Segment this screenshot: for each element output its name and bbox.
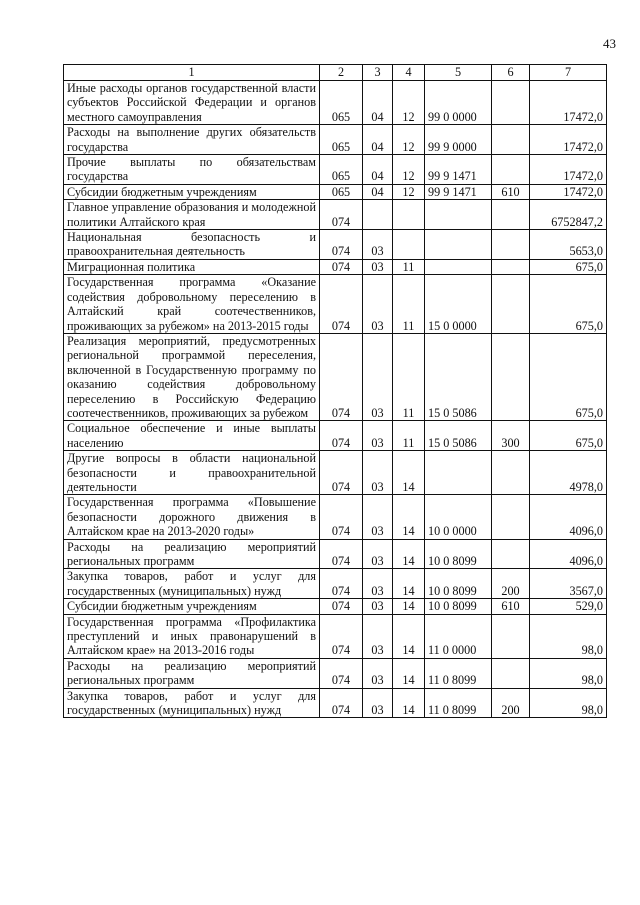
row-name-cell: Государственная программа «Профилактика преступлений и иных правонарушений в Алтайском крае» на 2013-2016 годы [64,614,320,658]
row-subsection-cell [393,200,425,230]
row-expense-type-cell [492,259,530,274]
row-amount-cell: 17472,0 [530,184,607,199]
table-row [64,155,607,185]
row-section-cell: 03 [363,688,393,718]
row-name-cell: Другие вопросы в области национальной безопасности и правоохранительной деятельности [64,451,320,495]
row-section-cell: 04 [363,125,393,155]
row-target-item-cell: 99 9 1471 [425,155,492,185]
row-target-item-cell: 11 0 8099 [425,688,492,718]
table-row [64,81,607,125]
row-admin-code-cell: 074 [320,614,363,658]
row-name-cell: Прочие выплаты по обязательствам государства [64,155,320,185]
row-name-cell: Субсидии бюджетным учреждениям [64,184,320,199]
row-subsection-cell: 14 [393,451,425,495]
row-expense-type-cell [492,333,530,420]
row-name-cell: Субсидии бюджетным учреждениям [64,599,320,614]
row-target-item-cell: 10 0 8099 [425,599,492,614]
row-target-item-cell: 99 9 0000 [425,125,492,155]
row-name-cell: Государственная программа «Повышение безопасности дорожного движения в Алтайском крае на 2013-2020 годы» [64,495,320,539]
row-section-cell: 03 [363,275,393,334]
row-amount-cell: 675,0 [530,421,607,451]
row-name-cell: Национальная безопасность и правоохранительная деятельность [64,230,320,260]
row-subsection-cell: 12 [393,184,425,199]
row-subsection-cell: 11 [393,421,425,451]
row-expense-type-cell: 610 [492,184,530,199]
row-amount-cell: 4096,0 [530,495,607,539]
row-admin-code-cell: 074 [320,451,363,495]
table-row [64,259,607,274]
row-admin-code-cell: 065 [320,81,363,125]
row-target-item-cell: 10 0 0000 [425,495,492,539]
row-admin-code-cell: 074 [320,230,363,260]
table-row [64,688,607,718]
column-header-name: 1 [64,65,320,81]
row-section-cell: 03 [363,259,393,274]
row-expense-type-cell [492,81,530,125]
row-amount-cell: 3567,0 [530,569,607,599]
table-row [64,200,607,230]
row-amount-cell: 98,0 [530,614,607,658]
row-amount-cell: 4978,0 [530,451,607,495]
row-amount-cell: 4096,0 [530,539,607,569]
row-section-cell: 04 [363,155,393,185]
row-subsection-cell: 14 [393,539,425,569]
row-expense-type-cell [492,275,530,334]
table-row [64,658,607,688]
row-expense-type-cell [492,658,530,688]
row-expense-type-cell [492,230,530,260]
table-row [64,614,607,658]
row-amount-cell: 529,0 [530,599,607,614]
row-name-cell: Государственная программа «Оказание содействия добровольному переселению в Алтайский край соотечественников, проживающих за рубежом» на 2013-2015 годы [64,275,320,334]
row-subsection-cell: 12 [393,81,425,125]
column-header-admin-code: 2 [320,65,363,81]
row-expense-type-cell [492,200,530,230]
row-section-cell: 03 [363,333,393,420]
table-row [64,275,607,334]
row-admin-code-cell: 065 [320,155,363,185]
row-admin-code-cell: 074 [320,333,363,420]
row-section-cell: 03 [363,539,393,569]
row-subsection-cell: 14 [393,688,425,718]
row-target-item-cell: 11 0 0000 [425,614,492,658]
column-header-section: 3 [363,65,393,81]
row-amount-cell: 98,0 [530,688,607,718]
row-amount-cell: 17472,0 [530,81,607,125]
row-subsection-cell [393,230,425,260]
row-target-item-cell: 15 0 5086 [425,421,492,451]
row-name-cell: Расходы на реализацию мероприятий региональных программ [64,539,320,569]
row-admin-code-cell: 074 [320,539,363,569]
row-section-cell: 03 [363,495,393,539]
row-section-cell: 03 [363,658,393,688]
table-header-row [64,65,607,81]
row-admin-code-cell: 074 [320,200,363,230]
row-admin-code-cell: 074 [320,658,363,688]
row-subsection-cell: 11 [393,333,425,420]
row-expense-type-cell: 610 [492,599,530,614]
row-admin-code-cell: 074 [320,599,363,614]
table-row [64,421,607,451]
table-row [64,333,607,420]
budget-table [63,64,607,718]
row-subsection-cell: 14 [393,599,425,614]
row-expense-type-cell [492,614,530,658]
row-amount-cell: 675,0 [530,333,607,420]
row-subsection-cell: 14 [393,569,425,599]
row-subsection-cell: 11 [393,259,425,274]
row-name-cell: Расходы на выполнение других обязательств государства [64,125,320,155]
row-target-item-cell: 99 0 0000 [425,81,492,125]
row-name-cell: Социальное обеспечение и иные выплаты населению [64,421,320,451]
row-admin-code-cell: 065 [320,184,363,199]
row-subsection-cell: 12 [393,155,425,185]
table-row [64,230,607,260]
row-subsection-cell: 14 [393,495,425,539]
table-row [64,125,607,155]
table-row [64,495,607,539]
row-admin-code-cell: 065 [320,125,363,155]
row-section-cell: 03 [363,451,393,495]
row-target-item-cell: 15 0 5086 [425,333,492,420]
table-row [64,599,607,614]
table-row [64,569,607,599]
row-amount-cell: 5653,0 [530,230,607,260]
row-amount-cell: 17472,0 [530,155,607,185]
row-target-item-cell: 99 9 1471 [425,184,492,199]
row-target-item-cell: 10 0 8099 [425,569,492,599]
row-section-cell: 03 [363,230,393,260]
row-amount-cell: 98,0 [530,658,607,688]
row-subsection-cell: 14 [393,614,425,658]
row-subsection-cell: 14 [393,658,425,688]
row-admin-code-cell: 074 [320,421,363,451]
page-number: 43 [603,36,616,51]
row-expense-type-cell [492,495,530,539]
row-target-item-cell: 11 0 8099 [425,658,492,688]
row-target-item-cell [425,259,492,274]
column-header-expense-type: 6 [492,65,530,81]
row-amount-cell: 17472,0 [530,125,607,155]
row-expense-type-cell [492,451,530,495]
row-name-cell: Иные расходы органов государственной власти субъектов Российской Федерации и органов местного самоуправления [64,81,320,125]
row-subsection-cell: 12 [393,125,425,155]
row-expense-type-cell [492,539,530,569]
column-header-subsection: 4 [393,65,425,81]
column-header-target-item: 5 [425,65,492,81]
table-row [64,184,607,199]
row-admin-code-cell: 074 [320,275,363,334]
table-row [64,451,607,495]
row-target-item-cell [425,230,492,260]
row-expense-type-cell: 200 [492,569,530,599]
row-admin-code-cell: 074 [320,688,363,718]
row-admin-code-cell: 074 [320,569,363,599]
row-target-item-cell [425,200,492,230]
row-name-cell: Миграционная политика [64,259,320,274]
row-name-cell: Закупка товаров, работ и услуг для государственных (муниципальных) нужд [64,688,320,718]
row-section-cell: 03 [363,421,393,451]
row-target-item-cell: 10 0 8099 [425,539,492,569]
row-section-cell: 03 [363,599,393,614]
row-target-item-cell: 15 0 0000 [425,275,492,334]
row-amount-cell: 6752847,2 [530,200,607,230]
row-name-cell: Расходы на реализацию мероприятий региональных программ [64,658,320,688]
row-target-item-cell [425,451,492,495]
row-expense-type-cell: 200 [492,688,530,718]
row-subsection-cell: 11 [393,275,425,334]
row-admin-code-cell: 074 [320,259,363,274]
table-row [64,539,607,569]
row-section-cell: 03 [363,569,393,599]
row-name-cell: Реализация мероприятий, предусмотренных региональной программой переселения, включенной в Государственную программу по оказанию содействия добровольному переселению в Российскую Федерацию соотечественников, проживающих за рубежом [64,333,320,420]
row-expense-type-cell [492,125,530,155]
row-amount-cell: 675,0 [530,259,607,274]
row-admin-code-cell: 074 [320,495,363,539]
row-expense-type-cell: 300 [492,421,530,451]
row-name-cell: Главное управление образования и молодежной политики Алтайского края [64,200,320,230]
row-section-cell: 04 [363,81,393,125]
column-header-amount: 7 [530,65,607,81]
row-section-cell [363,200,393,230]
row-section-cell: 03 [363,614,393,658]
row-section-cell: 04 [363,184,393,199]
row-expense-type-cell [492,155,530,185]
row-name-cell: Закупка товаров, работ и услуг для государственных (муниципальных) нужд [64,569,320,599]
row-amount-cell: 675,0 [530,275,607,334]
